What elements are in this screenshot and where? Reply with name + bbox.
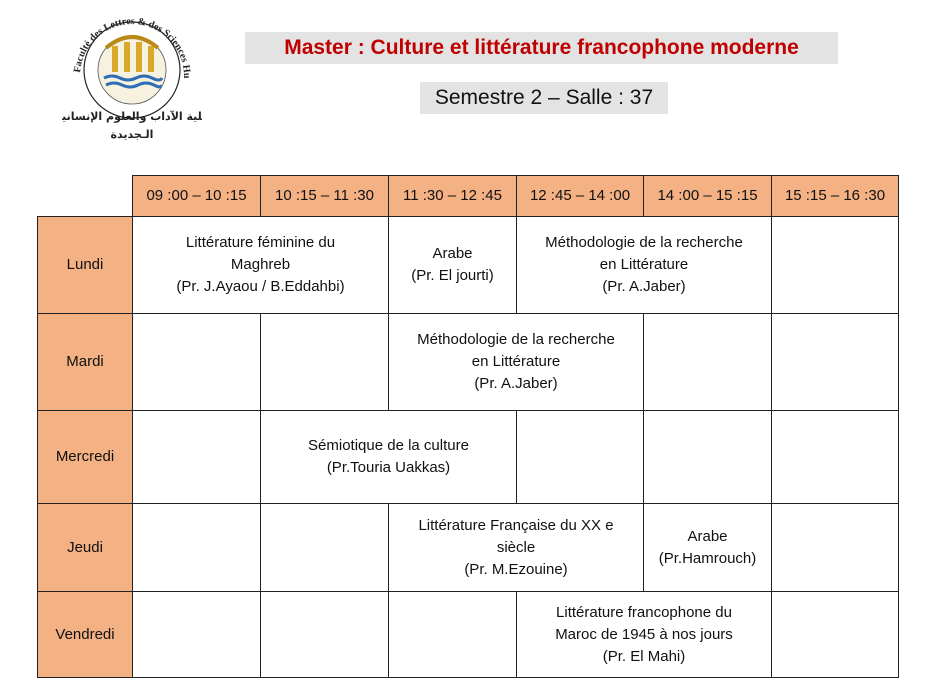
timeslot-header: 09 :00 – 10 :15: [133, 176, 261, 217]
empty-cell: [644, 411, 772, 504]
day-row-lundi: [38, 217, 899, 314]
faculty-logo: [62, 8, 202, 144]
empty-cell: [772, 504, 899, 592]
course-professor: (Pr.Hamrouch): [658, 549, 757, 567]
day-label: Mardi: [38, 314, 133, 411]
timetable: [37, 175, 899, 678]
empty-cell: [133, 592, 261, 678]
course-title: Littérature francophone du: [556, 603, 732, 621]
course-title: siècle: [496, 538, 536, 556]
empty-cell: [133, 504, 261, 592]
course-professor: (Pr. El jourti): [411, 267, 494, 284]
page-title: Master : Culture et littérature francophone moderne: [245, 32, 838, 64]
empty-cell: [644, 314, 772, 411]
timeslot-header: 12 :45 – 14 :00: [517, 176, 644, 217]
day-label: Vendredi: [38, 592, 133, 678]
empty-cell: [133, 314, 261, 411]
course-cell: [644, 504, 772, 592]
course-title: Maghreb: [230, 256, 291, 273]
empty-cell: [517, 411, 644, 504]
timeslot-header: 14 :00 – 15 :15: [644, 176, 772, 217]
empty-cell: [261, 504, 389, 592]
logo-text-city: الـجديدة: [110, 128, 154, 141]
course-title: Littérature Française du XX e: [418, 516, 614, 534]
empty-cell: [772, 314, 899, 411]
day-label: Jeudi: [38, 504, 133, 592]
empty-cell: [772, 592, 899, 678]
course-title: Méthodologie de la recherche: [545, 234, 743, 251]
course-cell: [517, 592, 772, 678]
day-row-jeudi: [38, 504, 899, 592]
course-cell: [389, 217, 517, 314]
logo-text-top: Faculté des Lettres & des Sciences Hu: [72, 15, 193, 79]
course-professor: (Pr.Touria Uakkas): [326, 459, 451, 476]
day-row-vendredi: [38, 592, 899, 678]
day-row-mercredi: [38, 411, 899, 504]
timeslot-header: 11 :30 – 12 :45: [389, 176, 517, 217]
course-cell: [133, 217, 389, 314]
empty-cell: [261, 314, 389, 411]
course-title: en Littérature: [599, 256, 689, 273]
empty-cell: [772, 411, 899, 504]
empty-cell: [133, 411, 261, 504]
timeslot-header-row: [38, 176, 899, 217]
course-title: Arabe: [432, 245, 473, 262]
course-title: Maroc de 1945 à nos jours: [555, 625, 733, 643]
day-label: Mercredi: [38, 411, 133, 504]
timeslot-header: 15 :15 – 16 :30: [772, 176, 899, 217]
course-cell: [389, 314, 644, 411]
course-professor: (Pr. A.Jaber): [474, 375, 558, 392]
day-label: Lundi: [38, 217, 133, 314]
empty-cell: [389, 592, 517, 678]
course-cell: [261, 411, 517, 504]
course-cell: [517, 217, 772, 314]
course-title: Arabe: [687, 527, 728, 545]
course-professor: (Pr. El Mahi): [602, 647, 686, 665]
logo-text-arabic: كلية الآداب والعلوم الإنسانية: [62, 110, 202, 123]
course-professor: (Pr. A.Jaber): [602, 278, 686, 295]
empty-cell: [772, 217, 899, 314]
timeslot-header: 10 :15 – 11 :30: [261, 176, 389, 217]
page-subtitle: Semestre 2 – Salle : 37: [420, 82, 668, 114]
course-professor: (Pr. J.Ayaou / B.Eddahbi): [176, 278, 345, 295]
course-cell: [389, 504, 644, 592]
corner-cell: [38, 176, 133, 217]
course-professor: (Pr. M.Ezouine): [464, 560, 568, 578]
empty-cell: [261, 592, 389, 678]
day-row-mardi: [38, 314, 899, 411]
course-title: Méthodologie de la recherche: [417, 331, 615, 348]
course-title: Sémiotique de la culture: [308, 437, 469, 454]
course-title: Littérature féminine du: [185, 234, 336, 251]
course-title: en Littérature: [471, 353, 561, 370]
